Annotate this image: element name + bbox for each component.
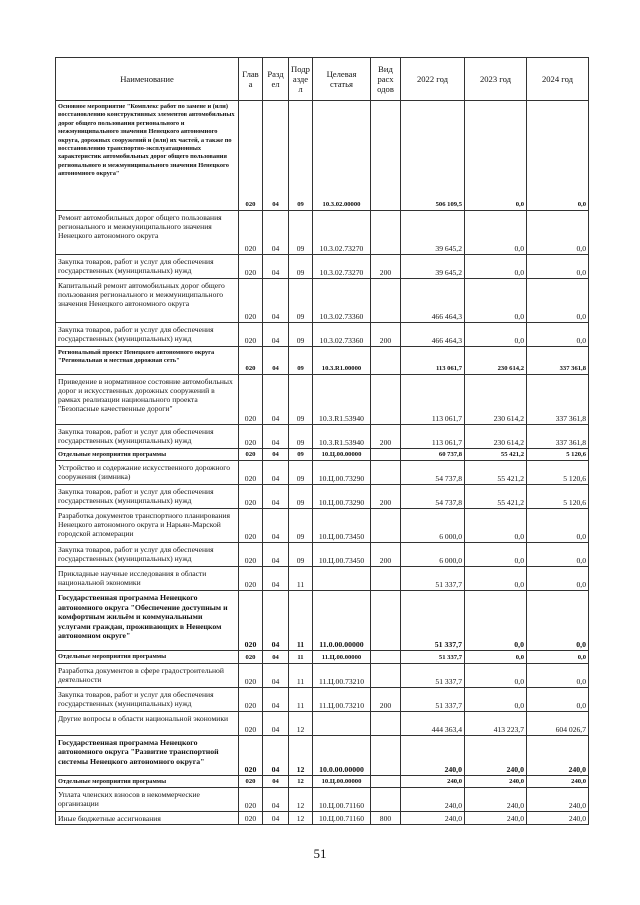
cell-2024: 0,0 — [527, 543, 589, 567]
cell-name: Основное мероприятие "Комплекс работ по замене и (или) восстановлению конструктивных элементов автомобильных дорог общего пользования регионального и межмуниципального значения Ненецкого автономного округа, дорожных сооружений и (или) их частей, а также по восстановлению транспортно-эксплуатационных характеристик автомобильных дорог общего пользования регионального и межмуниципального значения Ненецкого автономного округа" — [56, 101, 239, 211]
cell-2023: 413 223,7 — [465, 711, 527, 735]
cell-statya: 10.Ц.00.00000 — [313, 775, 371, 787]
page-number: 51 — [313, 846, 327, 861]
cell-podrazdel: 09 — [289, 323, 313, 347]
cell-razdel: 04 — [263, 687, 289, 711]
cell-2024: 0,0 — [527, 663, 589, 687]
col-header-2023: 2023 год — [465, 58, 527, 101]
cell-statya: 10.3.R1.53940 — [313, 375, 371, 425]
cell-vid: 200 — [371, 687, 401, 711]
cell-2024: 0,0 — [527, 591, 589, 651]
cell-razdel: 04 — [263, 543, 289, 567]
cell-podrazdel: 09 — [289, 255, 313, 279]
cell-podrazdel: 12 — [289, 711, 313, 735]
cell-glava: 020 — [239, 279, 263, 323]
table-row — [56, 543, 589, 567]
cell-2023: 0,0 — [465, 663, 527, 687]
cell-razdel: 04 — [263, 775, 289, 787]
cell-vid — [371, 663, 401, 687]
cell-razdel: 04 — [263, 449, 289, 461]
table-row — [56, 509, 589, 543]
cell-vid: 200 — [371, 425, 401, 449]
table-row — [56, 735, 589, 775]
cell-razdel: 04 — [263, 323, 289, 347]
cell-razdel: 04 — [263, 711, 289, 735]
table-row — [56, 323, 589, 347]
cell-vid — [371, 775, 401, 787]
cell-2023: 230 614,2 — [465, 425, 527, 449]
cell-statya: 11.Ц.00.73210 — [313, 663, 371, 687]
cell-2024: 0,0 — [527, 509, 589, 543]
cell-2022: 113 061,7 — [401, 425, 465, 449]
cell-glava: 020 — [239, 425, 263, 449]
cell-name: Разработка документов транспортного планирования Ненецкого автономного округа и Нарьян-Марской городской агломерации — [56, 509, 239, 543]
cell-2022: 6 000,0 — [401, 543, 465, 567]
cell-razdel: 04 — [263, 347, 289, 375]
cell-name: Закупка товаров, работ и услуг для обеспечения государственных (муниципальных) нужд — [56, 323, 239, 347]
cell-vid: 200 — [371, 543, 401, 567]
col-header-2022: 2022 год — [401, 58, 465, 101]
table-row — [56, 279, 589, 323]
cell-2022: 51 337,7 — [401, 663, 465, 687]
cell-glava: 020 — [239, 567, 263, 591]
cell-glava: 020 — [239, 735, 263, 775]
cell-2024: 0,0 — [527, 651, 589, 663]
cell-2022: 51 337,7 — [401, 651, 465, 663]
cell-glava: 020 — [239, 255, 263, 279]
cell-glava: 020 — [239, 347, 263, 375]
cell-2023: 240,0 — [465, 775, 527, 787]
cell-2022: 60 737,8 — [401, 449, 465, 461]
cell-razdel: 04 — [263, 591, 289, 651]
cell-2023: 0,0 — [465, 279, 527, 323]
cell-name: Приведение в нормативное состояние автомобильных дорог и искусственных дорожных сооружений в рамках реализации национального проекта "Безопасные качественные дороги" — [56, 375, 239, 425]
col-header-vid: Вид расх одов — [371, 58, 401, 101]
cell-podrazdel: 12 — [289, 735, 313, 775]
cell-vid — [371, 711, 401, 735]
cell-glava: 020 — [239, 711, 263, 735]
cell-podrazdel: 11 — [289, 687, 313, 711]
cell-name: Разработка документов в сфере градостроительной деятельности — [56, 663, 239, 687]
cell-razdel: 04 — [263, 375, 289, 425]
cell-name: Государственная программа Ненецкого автономного округа "Обеспечение доступным и комфортным жильём и коммунальными услугами граждан, проживающих в Ненецком автономном округе" — [56, 591, 239, 651]
cell-2022: 51 337,7 — [401, 591, 465, 651]
cell-2022: 466 464,3 — [401, 279, 465, 323]
cell-2024: 337 361,8 — [527, 347, 589, 375]
cell-2022: 6 000,0 — [401, 509, 465, 543]
table-row — [56, 812, 589, 825]
table-row — [56, 461, 589, 485]
cell-2022: 240,0 — [401, 775, 465, 787]
cell-2022: 113 061,7 — [401, 347, 465, 375]
cell-vid — [371, 651, 401, 663]
cell-name: Закупка товаров, работ и услуг для обеспечения государственных (муниципальных) нужд — [56, 425, 239, 449]
cell-2023: 240,0 — [465, 788, 527, 812]
cell-2023: 240,0 — [465, 812, 527, 825]
cell-name: Закупка товаров, работ и услуг для обеспечения государственных (муниципальных) нужд — [56, 687, 239, 711]
cell-2023: 240,0 — [465, 735, 527, 775]
col-header-2024: 2024 год — [527, 58, 589, 101]
cell-2024: 0,0 — [527, 687, 589, 711]
cell-glava: 020 — [239, 812, 263, 825]
cell-name: Капитальный ремонт автомобильных дорог общего пользования регионального и межмуниципального значения Ненецкого автономного округа — [56, 279, 239, 323]
cell-2024: 240,0 — [527, 788, 589, 812]
cell-vid — [371, 375, 401, 425]
cell-2024: 240,0 — [527, 812, 589, 825]
col-header-name: Наименование — [56, 58, 239, 101]
cell-vid — [371, 461, 401, 485]
cell-podrazdel: 09 — [289, 461, 313, 485]
cell-name: Региональный проект Ненецкого автономного округа "Региональная и местная дорожная сеть" — [56, 347, 239, 375]
cell-2024: 337 361,8 — [527, 425, 589, 449]
cell-razdel: 04 — [263, 651, 289, 663]
cell-2022: 466 464,3 — [401, 323, 465, 347]
cell-statya: 10.3.02.00000 — [313, 101, 371, 211]
cell-2023: 0,0 — [465, 323, 527, 347]
cell-podrazdel: 09 — [289, 509, 313, 543]
cell-statya: 10.Ц.00.71160 — [313, 788, 371, 812]
cell-name: Государственная программа Ненецкого автономного округа "Развитие транспортной системы Ненецкого автономного округа" — [56, 735, 239, 775]
cell-podrazdel: 09 — [289, 375, 313, 425]
cell-2022: 240,0 — [401, 812, 465, 825]
cell-2023: 0,0 — [465, 101, 527, 211]
table-body — [56, 101, 589, 825]
cell-vid — [371, 211, 401, 255]
cell-statya: 10.0.00.00000 — [313, 735, 371, 775]
table-row — [56, 567, 589, 591]
cell-statya: 10.Ц.00.71160 — [313, 812, 371, 825]
cell-2024: 0,0 — [527, 323, 589, 347]
cell-2023: 0,0 — [465, 211, 527, 255]
table-row — [56, 663, 589, 687]
cell-2022: 54 737,8 — [401, 485, 465, 509]
cell-statya: 10.3.02.73360 — [313, 279, 371, 323]
cell-vid — [371, 347, 401, 375]
cell-glava: 020 — [239, 211, 263, 255]
cell-2023: 230 614,2 — [465, 347, 527, 375]
cell-statya: 10.3.R1.00000 — [313, 347, 371, 375]
cell-glava: 020 — [239, 543, 263, 567]
cell-razdel: 04 — [263, 255, 289, 279]
table-row — [56, 711, 589, 735]
cell-glava: 020 — [239, 663, 263, 687]
table-row — [56, 347, 589, 375]
cell-glava: 020 — [239, 101, 263, 211]
cell-2022: 54 737,8 — [401, 461, 465, 485]
cell-podrazdel: 09 — [289, 101, 313, 211]
cell-2024: 5 120,6 — [527, 461, 589, 485]
cell-podrazdel: 12 — [289, 788, 313, 812]
table-row — [56, 687, 589, 711]
cell-statya: 10.3.02.73270 — [313, 211, 371, 255]
cell-name: Закупка товаров, работ и услуг для обеспечения государственных (муниципальных) нужд — [56, 543, 239, 567]
cell-statya — [313, 711, 371, 735]
cell-2022: 39 645,2 — [401, 211, 465, 255]
cell-podrazdel: 11 — [289, 591, 313, 651]
cell-2023: 0,0 — [465, 687, 527, 711]
cell-2023: 55 421,2 — [465, 485, 527, 509]
cell-razdel: 04 — [263, 735, 289, 775]
cell-glava: 020 — [239, 509, 263, 543]
cell-name: Прикладные научные исследования в области национальной экономики — [56, 567, 239, 591]
cell-glava: 020 — [239, 375, 263, 425]
cell-vid: 200 — [371, 323, 401, 347]
table-row — [56, 425, 589, 449]
cell-vid: 200 — [371, 485, 401, 509]
cell-statya: 11.Ц.00.00000 — [313, 651, 371, 663]
cell-glava: 020 — [239, 591, 263, 651]
cell-statya: 10.3.02.73270 — [313, 255, 371, 279]
cell-vid: 200 — [371, 255, 401, 279]
cell-2023: 55 421,2 — [465, 461, 527, 485]
cell-statya: 10.3.R1.53940 — [313, 425, 371, 449]
table-header-row — [56, 58, 589, 101]
table-row — [56, 651, 589, 663]
cell-razdel: 04 — [263, 425, 289, 449]
cell-razdel: 04 — [263, 509, 289, 543]
cell-vid — [371, 567, 401, 591]
cell-2022: 39 645,2 — [401, 255, 465, 279]
cell-2024: 240,0 — [527, 775, 589, 787]
cell-2024: 337 361,8 — [527, 375, 589, 425]
cell-vid — [371, 101, 401, 211]
cell-2023: 0,0 — [465, 591, 527, 651]
cell-2023: 0,0 — [465, 509, 527, 543]
cell-razdel: 04 — [263, 101, 289, 211]
cell-statya: 10.Ц.00.73290 — [313, 485, 371, 509]
cell-2024: 0,0 — [527, 279, 589, 323]
table-row — [56, 788, 589, 812]
cell-name: Отдельные мероприятия программы — [56, 449, 239, 461]
cell-statya: 10.Ц.00.73450 — [313, 509, 371, 543]
cell-statya: 10.Ц.00.73290 — [313, 461, 371, 485]
cell-name: Ремонт автомобильных дорог общего пользования регионального и межмуниципального значения Ненецкого автономного округа — [56, 211, 239, 255]
cell-statya: 11.Ц.00.73210 — [313, 687, 371, 711]
cell-2022: 113 061,7 — [401, 375, 465, 425]
cell-name: Отдельные мероприятия программы — [56, 651, 239, 663]
cell-vid — [371, 735, 401, 775]
col-header-statya: Целевая статья — [313, 58, 371, 101]
cell-2024: 240,0 — [527, 735, 589, 775]
cell-2022: 444 363,4 — [401, 711, 465, 735]
cell-2022: 51 337,7 — [401, 567, 465, 591]
cell-statya: 10.3.02.73360 — [313, 323, 371, 347]
cell-name: Закупка товаров, работ и услуг для обеспечения государственных (муниципальных) нужд — [56, 485, 239, 509]
cell-podrazdel: 09 — [289, 347, 313, 375]
cell-2024: 0,0 — [527, 255, 589, 279]
cell-2022: 240,0 — [401, 735, 465, 775]
document-page — [55, 57, 588, 825]
cell-vid — [371, 788, 401, 812]
cell-vid — [371, 279, 401, 323]
cell-2023: 55 421,2 — [465, 449, 527, 461]
table-row — [56, 101, 589, 211]
cell-podrazdel: 12 — [289, 812, 313, 825]
cell-2023: 0,0 — [465, 651, 527, 663]
cell-podrazdel: 09 — [289, 449, 313, 461]
cell-2024: 0,0 — [527, 211, 589, 255]
cell-glava: 020 — [239, 461, 263, 485]
col-header-razdel: Разд ел — [263, 58, 289, 101]
table-row — [56, 591, 589, 651]
cell-2024: 0,0 — [527, 567, 589, 591]
cell-name: Устройство и содержание искусственного дорожного сооружения (зимника) — [56, 461, 239, 485]
cell-podrazdel: 09 — [289, 279, 313, 323]
cell-glava: 020 — [239, 687, 263, 711]
table-row — [56, 211, 589, 255]
cell-razdel: 04 — [263, 788, 289, 812]
cell-2023: 0,0 — [465, 567, 527, 591]
cell-name: Уплата членских взносов в некоммерческие организации — [56, 788, 239, 812]
table-row — [56, 255, 589, 279]
cell-razdel: 04 — [263, 461, 289, 485]
cell-name: Другие вопросы в области национальной экономики — [56, 711, 239, 735]
cell-razdel: 04 — [263, 812, 289, 825]
cell-podrazdel: 11 — [289, 567, 313, 591]
table-row — [56, 375, 589, 425]
cell-statya — [313, 567, 371, 591]
cell-podrazdel: 09 — [289, 425, 313, 449]
cell-2024: 0,0 — [527, 101, 589, 211]
cell-glava: 020 — [239, 449, 263, 461]
cell-2023: 0,0 — [465, 255, 527, 279]
cell-podrazdel: 09 — [289, 211, 313, 255]
cell-statya: 10.Ц.00.00000 — [313, 449, 371, 461]
cell-2023: 230 614,2 — [465, 375, 527, 425]
cell-name: Иные бюджетные ассигнования — [56, 812, 239, 825]
cell-vid — [371, 449, 401, 461]
cell-glava: 020 — [239, 323, 263, 347]
cell-2024: 5 120,6 — [527, 485, 589, 509]
cell-glava: 020 — [239, 788, 263, 812]
cell-statya: 10.Ц.00.73450 — [313, 543, 371, 567]
cell-2024: 5 120,6 — [527, 449, 589, 461]
cell-razdel: 04 — [263, 567, 289, 591]
cell-statya: 11.0.00.00000 — [313, 591, 371, 651]
cell-razdel: 04 — [263, 211, 289, 255]
col-header-glava: Глав а — [239, 58, 263, 101]
cell-razdel: 04 — [263, 663, 289, 687]
cell-2022: 240,0 — [401, 788, 465, 812]
table-row — [56, 449, 589, 461]
col-header-podrazdel: Подр азде л — [289, 58, 313, 101]
cell-2023: 0,0 — [465, 543, 527, 567]
cell-vid — [371, 591, 401, 651]
cell-podrazdel: 12 — [289, 775, 313, 787]
table-row — [56, 775, 589, 787]
cell-vid: 800 — [371, 812, 401, 825]
cell-glava: 020 — [239, 775, 263, 787]
cell-razdel: 04 — [263, 279, 289, 323]
cell-razdel: 04 — [263, 485, 289, 509]
cell-podrazdel: 11 — [289, 663, 313, 687]
cell-2024: 604 026,7 — [527, 711, 589, 735]
cell-name: Закупка товаров, работ и услуг для обеспечения государственных (муниципальных) нужд — [56, 255, 239, 279]
cell-2022: 506 109,5 — [401, 101, 465, 211]
cell-vid — [371, 509, 401, 543]
cell-podrazdel: 09 — [289, 543, 313, 567]
cell-2022: 51 337,7 — [401, 687, 465, 711]
cell-glava: 020 — [239, 485, 263, 509]
cell-glava: 020 — [239, 651, 263, 663]
table-row — [56, 485, 589, 509]
budget-table — [55, 57, 589, 825]
cell-podrazdel: 09 — [289, 485, 313, 509]
cell-podrazdel: 11 — [289, 651, 313, 663]
cell-name: Отдельные мероприятия программы — [56, 775, 239, 787]
